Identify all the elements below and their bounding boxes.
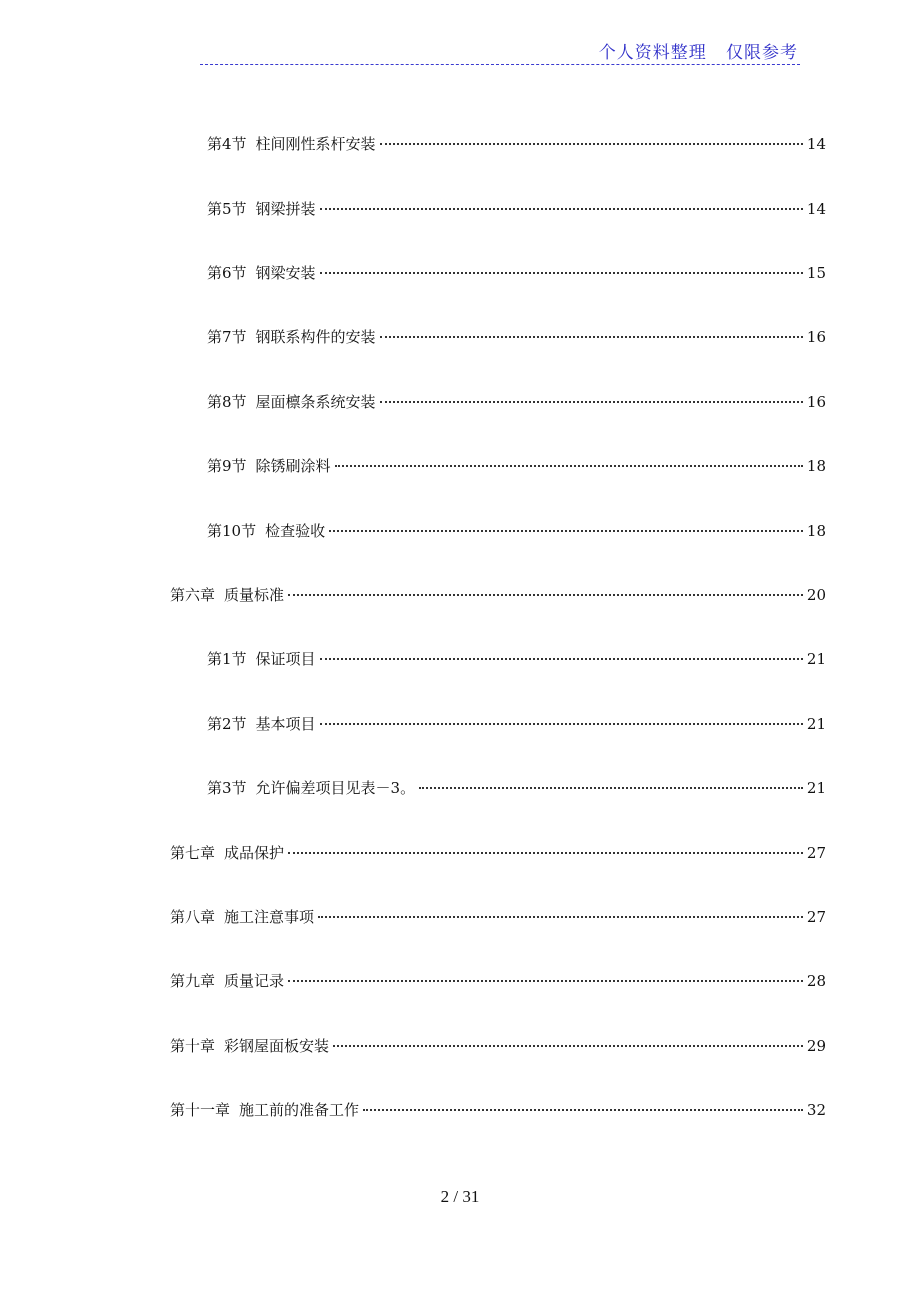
toc-entry-page: 14 bbox=[806, 135, 826, 153]
toc-entry-page: 32 bbox=[806, 1101, 826, 1119]
toc-dot-leader bbox=[363, 1109, 803, 1111]
toc-entry-page: 28 bbox=[806, 972, 826, 990]
toc-entry-title: 施工注意事项 bbox=[224, 908, 315, 926]
toc-entry-title: 除锈刷涂料 bbox=[255, 457, 331, 475]
toc-entry-number: 第6节 bbox=[207, 264, 247, 282]
toc-entry-label bbox=[170, 584, 284, 606]
toc-entry-number: 第8节 bbox=[207, 393, 247, 411]
toc-entry-label bbox=[170, 1099, 359, 1121]
toc-entry-number: 第10节 bbox=[207, 522, 257, 540]
toc-entry-title: 柱间刚性系杆安装 bbox=[255, 135, 376, 153]
toc-entry-label bbox=[170, 906, 314, 928]
toc-entry-title: 质量记录 bbox=[224, 972, 285, 990]
toc-entry-page: 21 bbox=[806, 715, 826, 733]
toc-entry-page: 29 bbox=[806, 1037, 826, 1055]
toc-entry-number: 第5节 bbox=[207, 200, 247, 218]
toc-entry[interactable] bbox=[207, 198, 826, 220]
toc-entry-label bbox=[207, 262, 316, 284]
toc-entry-number: 第1节 bbox=[207, 650, 247, 668]
toc-entry-label bbox=[207, 391, 376, 413]
toc-dot-leader bbox=[335, 465, 803, 467]
toc-dot-leader bbox=[288, 980, 803, 982]
toc-entry-number: 第十章 bbox=[170, 1037, 216, 1055]
toc-dot-leader bbox=[333, 1045, 803, 1047]
toc-entry-label bbox=[207, 648, 316, 670]
toc-entry-title: 允许偏差项目见表－3。 bbox=[255, 779, 416, 797]
toc-entry-page: 16 bbox=[806, 328, 826, 346]
toc-dot-leader bbox=[329, 530, 803, 532]
toc-dot-leader bbox=[288, 852, 803, 854]
toc-entry[interactable] bbox=[170, 970, 826, 992]
toc-entry[interactable] bbox=[170, 906, 826, 928]
toc-entry-number: 第六章 bbox=[170, 586, 216, 604]
toc-entry[interactable] bbox=[207, 455, 826, 477]
toc-entry-title: 质量标准 bbox=[224, 586, 285, 604]
toc-dot-leader bbox=[380, 401, 803, 403]
toc-entry[interactable] bbox=[170, 1035, 826, 1057]
toc-entry-title: 基本项目 bbox=[255, 715, 316, 733]
toc-entry[interactable] bbox=[170, 842, 826, 864]
toc-entry-label bbox=[170, 970, 284, 992]
toc-dot-leader bbox=[320, 723, 803, 725]
toc-entry-title: 施工前的准备工作 bbox=[239, 1101, 360, 1119]
toc-entry-page: 18 bbox=[806, 457, 826, 475]
toc-entry-title: 屋面檩条系统安装 bbox=[255, 393, 376, 411]
toc-entry-title: 钢联系构件的安装 bbox=[255, 328, 376, 346]
toc-entry-page: 27 bbox=[806, 844, 826, 862]
toc-dot-leader bbox=[320, 208, 803, 210]
header-text: 个人资料整理 仅限参考 bbox=[598, 43, 798, 63]
toc-entry-title: 钢梁安装 bbox=[255, 264, 316, 282]
toc-entry-page: 14 bbox=[806, 200, 826, 218]
toc-entry[interactable] bbox=[207, 777, 826, 799]
toc-dot-leader bbox=[320, 658, 803, 660]
toc-entry-title: 钢梁拼装 bbox=[255, 200, 316, 218]
toc-entry[interactable] bbox=[207, 391, 826, 413]
toc-entry-number: 第九章 bbox=[170, 972, 216, 990]
toc-dot-leader bbox=[380, 143, 803, 145]
toc-entry[interactable] bbox=[207, 262, 826, 284]
toc-entry-number: 第3节 bbox=[207, 779, 247, 797]
toc-entry-page: 15 bbox=[806, 264, 826, 282]
toc-entry-label bbox=[207, 520, 325, 542]
toc-entry[interactable] bbox=[207, 648, 826, 670]
toc-entry[interactable] bbox=[207, 713, 826, 735]
toc-entry[interactable] bbox=[207, 520, 826, 542]
toc-entry-title: 彩钢屋面板安装 bbox=[224, 1037, 330, 1055]
toc-entry-page: 21 bbox=[806, 779, 826, 797]
toc-dot-leader bbox=[380, 336, 803, 338]
toc-entry[interactable] bbox=[207, 326, 826, 348]
toc-entry[interactable] bbox=[170, 584, 826, 606]
toc-entry-number: 第七章 bbox=[170, 844, 216, 862]
toc-entry-number: 第9节 bbox=[207, 457, 247, 475]
toc-entry[interactable] bbox=[170, 1099, 826, 1121]
toc-dot-leader bbox=[288, 594, 803, 596]
toc-entry-label bbox=[207, 198, 316, 220]
toc-entry-number: 第十一章 bbox=[170, 1101, 231, 1119]
toc-entry-title: 检查验收 bbox=[265, 522, 326, 540]
page-number: 2 / 31 bbox=[440, 1187, 480, 1206]
toc-entry-title: 保证项目 bbox=[255, 650, 316, 668]
toc-entry-label bbox=[207, 133, 376, 155]
toc-entry[interactable] bbox=[207, 133, 826, 155]
toc-entry-page: 20 bbox=[806, 586, 826, 604]
toc-entry-title: 成品保护 bbox=[224, 844, 285, 862]
toc-entry-label bbox=[207, 777, 415, 799]
toc-dot-leader bbox=[320, 272, 803, 274]
toc-entry-page: 18 bbox=[806, 522, 826, 540]
toc-entry-label bbox=[207, 326, 376, 348]
toc-entry-label bbox=[207, 713, 316, 735]
toc-entry-label bbox=[207, 455, 331, 477]
toc-dot-leader bbox=[318, 916, 803, 918]
toc-entry-page: 21 bbox=[806, 650, 826, 668]
toc-entry-page: 27 bbox=[806, 908, 826, 926]
toc-entry-number: 第八章 bbox=[170, 908, 216, 926]
toc-dot-leader bbox=[419, 787, 803, 789]
toc-entry-label bbox=[170, 842, 284, 864]
toc-entry-label bbox=[170, 1035, 329, 1057]
toc-entry-number: 第4节 bbox=[207, 135, 247, 153]
toc-entry-page: 16 bbox=[806, 393, 826, 411]
toc-entry-number: 第7节 bbox=[207, 328, 247, 346]
toc-entry-number: 第2节 bbox=[207, 715, 247, 733]
